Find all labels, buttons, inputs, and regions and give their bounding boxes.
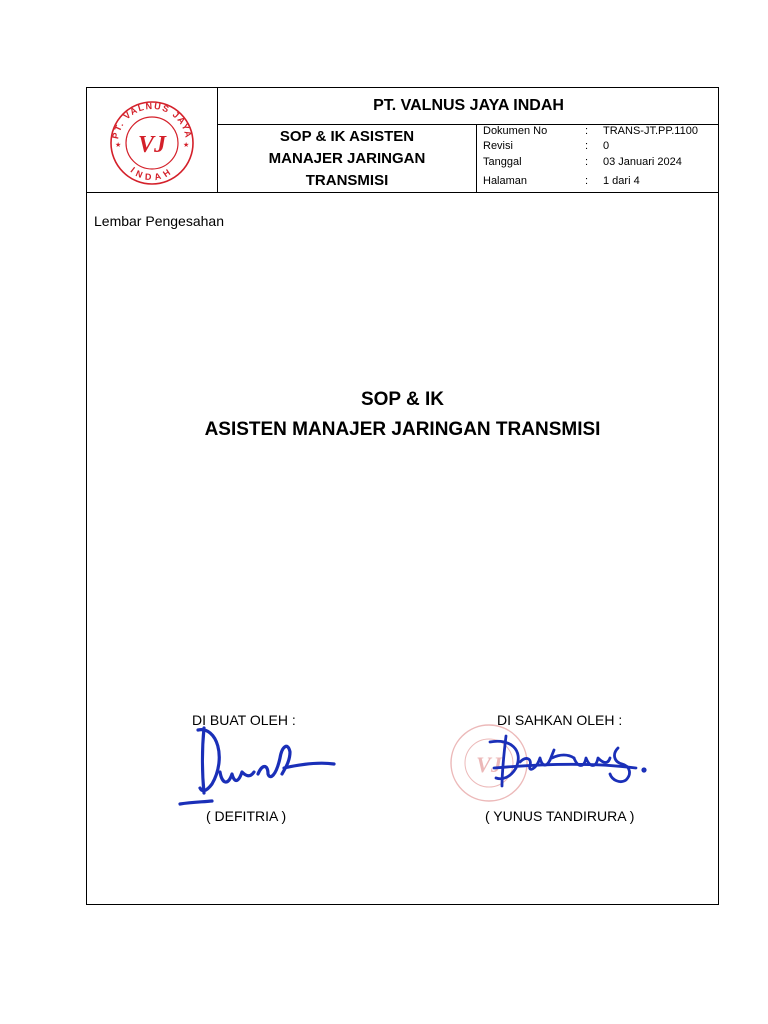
made-by-name: ( DEFITRIA ) bbox=[206, 808, 287, 824]
meta-separator: : bbox=[585, 125, 589, 137]
meta-label: Revisi bbox=[483, 140, 513, 152]
meta-separator: : bbox=[585, 156, 589, 168]
main-title-line-2: ASISTEN MANAJER JARINGAN TRANSMISI bbox=[204, 419, 601, 440]
section-label: Lembar Pengesahan bbox=[94, 213, 224, 229]
main-title bbox=[86, 385, 719, 445]
company-logo bbox=[104, 100, 200, 186]
svg-text:★: ★ bbox=[115, 141, 122, 149]
svg-text:INDAH: INDAH bbox=[128, 164, 176, 183]
made-by-label: DI BUAT OLEH : bbox=[192, 712, 296, 728]
meta-separator: : bbox=[585, 140, 589, 152]
svg-text:PT. VALNUS JAYA: PT. VALNUS JAYA bbox=[110, 100, 194, 140]
header-bottom-border bbox=[86, 192, 719, 193]
approved-by-name: ( YUNUS TANDIRURA ) bbox=[485, 808, 635, 824]
company-name: PT. VALNUS JAYA INDAH bbox=[373, 97, 564, 114]
svg-text:VJ: VJ bbox=[476, 752, 502, 777]
document-title-line-1: SOP & IK ASISTEN bbox=[279, 128, 415, 145]
meta-separator: : bbox=[585, 175, 589, 187]
svg-text:★: ★ bbox=[183, 141, 190, 149]
meta-label: Halaman bbox=[483, 175, 528, 187]
meta-value: TRANS-JT.PP.1100 bbox=[603, 125, 698, 137]
main-title-line-1: SOP & IK bbox=[360, 389, 445, 410]
meta-value: 03 Januari 2024 bbox=[603, 156, 682, 168]
meta-label: Tanggal bbox=[483, 156, 522, 168]
approved-by-label: DI SAHKAN OLEH : bbox=[497, 712, 623, 728]
svg-text:VJ: VJ bbox=[137, 132, 167, 158]
signature-defitria-icon bbox=[172, 718, 342, 808]
signature-yunus-icon bbox=[480, 728, 660, 798]
document-title-line-3: TRANSMISI bbox=[305, 172, 389, 189]
document-title-line-2: MANAJER JARINGAN bbox=[268, 150, 426, 167]
meta-label: Dokumen No bbox=[483, 125, 548, 137]
header-divider-meta bbox=[476, 124, 477, 193]
meta-value: 1 dari 4 bbox=[603, 175, 640, 187]
document-title bbox=[218, 126, 476, 192]
meta-value: 0 bbox=[603, 140, 610, 152]
